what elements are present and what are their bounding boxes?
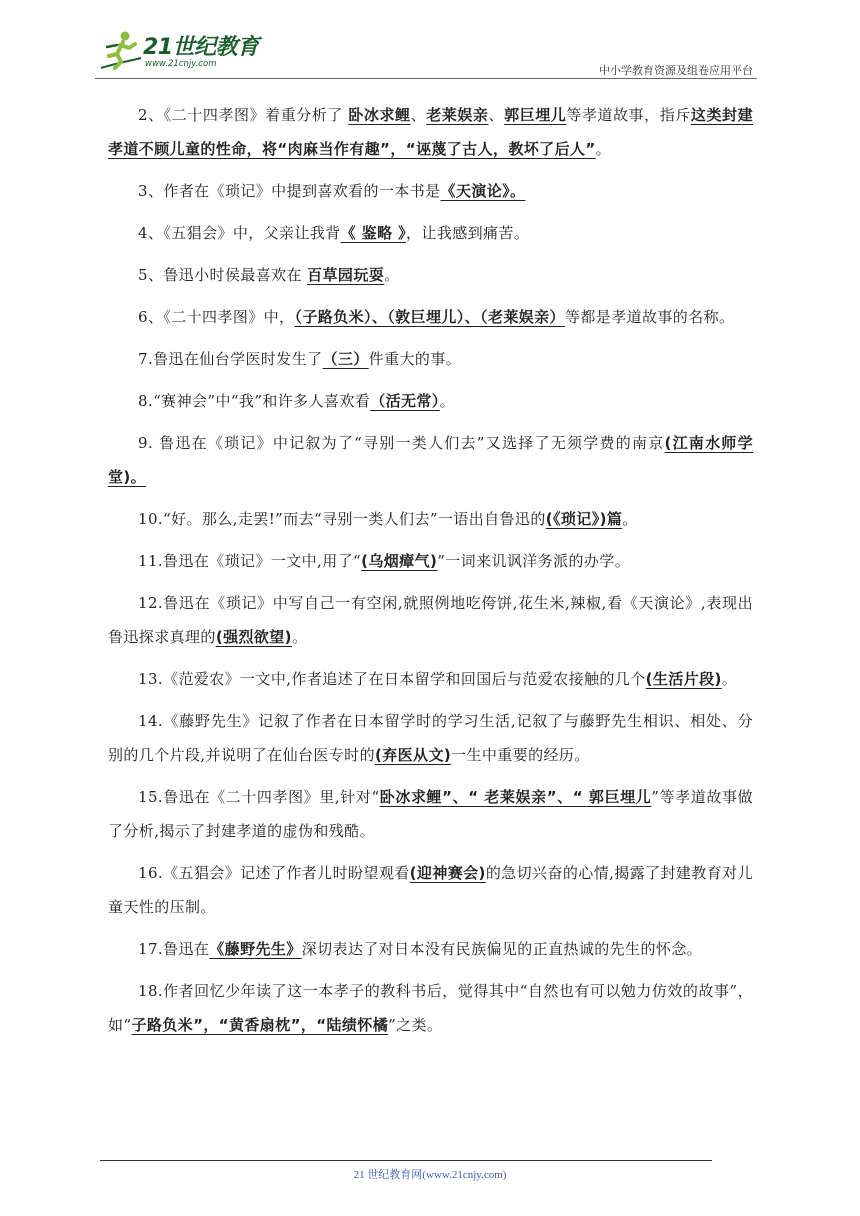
question-text: 12.鲁迅在《琐记》中写自己一有空闲,就照例地吃侉饼,花生米,辣椒,看《天演论》,表现出鲁迅探求真理的 [108,594,753,646]
question-item [108,342,753,376]
question-item [108,932,753,966]
question-item [108,502,753,536]
answer-text: 郭巨埋儿 [504,106,567,124]
question-item [108,258,753,292]
answer-text: (《琐记》)篇 [545,510,623,528]
question-text: 。 [384,266,400,284]
question-item [108,704,753,772]
question-text: 等都是孝道故事的名称。 [564,308,735,326]
question-text: 2、《二十四孝图》着重分析了 [138,106,349,124]
answer-text: （子路负米）、（敦巨埋儿）、（老莱娱亲） [294,308,565,326]
question-text: 一生中重要的经历。 [451,746,590,764]
question-text: 8.“赛神会”中“我”和许多人喜欢看 [138,392,371,410]
question-text: 等孝道故事，指斥 [566,106,691,124]
page-header [95,28,755,80]
question-text: 深切表达了对日本没有民族偏见的正直热诚的先生的怀念。 [301,940,703,958]
question-text: 。 [622,510,638,528]
question-list [108,98,753,1050]
question-text: 件重大的事。 [368,350,462,368]
question-item [108,544,753,578]
answer-text: 这类封建孝道不顾儿童的性命，将“肉麻当作有趣”，“诬蔑了古人，教坏了后人” [108,106,753,158]
answer-text: 卧冰求鲤”、“ 老莱娱亲”、“ 郭巨埋儿 [379,788,652,806]
footer-divider [100,1160,712,1161]
question-item [108,856,753,924]
question-text: 。 [721,670,738,688]
question-text: 16.《五猖会》记述了作者儿时盼望观看 [138,864,410,882]
answer-text: (迎神赛会) [409,864,486,882]
question-text: 的急切兴奋的心情,揭露了封建教育对儿童天性的压制。 [108,864,753,916]
question-item [108,300,753,334]
answer-text: 老莱娱亲 [426,106,489,124]
question-text: 4、《五猖会》中，父亲让我背 [138,224,341,242]
question-text: 10.“好。那么,走罢!”而去“寻别一类人们去”一语出自鲁迅的 [138,510,546,528]
answer-text: (弃医从文) [374,746,452,764]
question-text: 、 [488,106,505,124]
question-item [108,384,753,418]
question-text: 13.《范爱农》一文中,作者追述了在日本留学和回国后与范爱农接触的几个 [138,670,646,688]
question-text: 5、鲁迅小时侯最喜欢在 [138,266,308,284]
answer-text: （三） [322,350,369,368]
question-text: 。 [291,628,308,646]
answer-text: 《 鉴略 》 [340,224,407,242]
question-item [108,98,753,166]
runner-logo-icon [95,28,147,80]
question-item [108,216,753,250]
answer-text: (生活片段) [645,670,722,688]
answer-text: (乌烟瘴气) [361,552,438,570]
answer-text: 《藤野先生》 [209,940,302,958]
question-item [108,780,753,848]
question-text: 3、作者在《琐记》中提到喜欢看的一本书是 [138,182,441,200]
site-logo [95,28,265,80]
question-text: 7.鲁迅在仙台学医时发生了 [138,350,323,368]
question-text: 、 [410,106,427,124]
question-text: 11.鲁迅在《琐记》一文中,用了“ [138,552,362,570]
answer-text: 子路负米”，“黄香扇枕”，“陆绩怀橘 [131,1016,389,1034]
answer-text: (江南水师学堂)。 [108,434,753,486]
question-text: 18.作者回忆少年读了这一本孝子的教科书后，觉得其中“自然也有可以勉力仿效的故事”，如“ [108,982,753,1034]
question-text: 14.《藤野先生》记叙了作者在日本留学时的学习生活,记叙了与藤野先生相识、相处、分别的几个片段,并说明了在仙台医专时的 [108,712,753,764]
answer-text: （活无常） [370,392,440,410]
question-item [108,174,753,208]
question-text: ”等孝道故事做了分析,揭示了封建孝道的虚伪和残酷。 [108,788,753,840]
answer-text: 百草园玩耍 [307,266,385,284]
question-item [108,426,753,494]
question-item [108,662,753,696]
logo-text: 21世纪教育 [143,35,259,60]
question-text: 15.鲁迅在《二十四孝图》里,针对“ [138,788,380,806]
logo-url: www.21cnjy.com [145,59,217,69]
answer-text: (强烈欲望) [215,628,292,646]
question-text: 17.鲁迅在 [138,940,210,958]
question-text: ”一词来讥讽洋务派的办学。 [437,552,631,570]
question-text: 6、《二十四孝图》中， [138,308,295,326]
header-divider [95,78,757,79]
answer-text: 《天演论》。 [440,182,526,200]
question-text: ”之类。 [388,1016,443,1034]
page-footer: 21 世纪教育网(www.21cnjy.com) [353,1169,507,1181]
answer-text: 卧冰求鲤 [348,106,411,124]
question-text: 9. 鲁迅在《琐记》中记叙为了“寻别一类人们去”又选择了无须学费的南京 [138,434,665,452]
question-text: 。 [439,392,456,410]
question-item [108,974,753,1042]
question-item [108,586,753,654]
platform-name: 中小学教育资源及组卷应用平台 [599,64,753,77]
question-text: 。 [595,140,612,158]
question-text: ，让我感到痛苦。 [406,224,530,242]
